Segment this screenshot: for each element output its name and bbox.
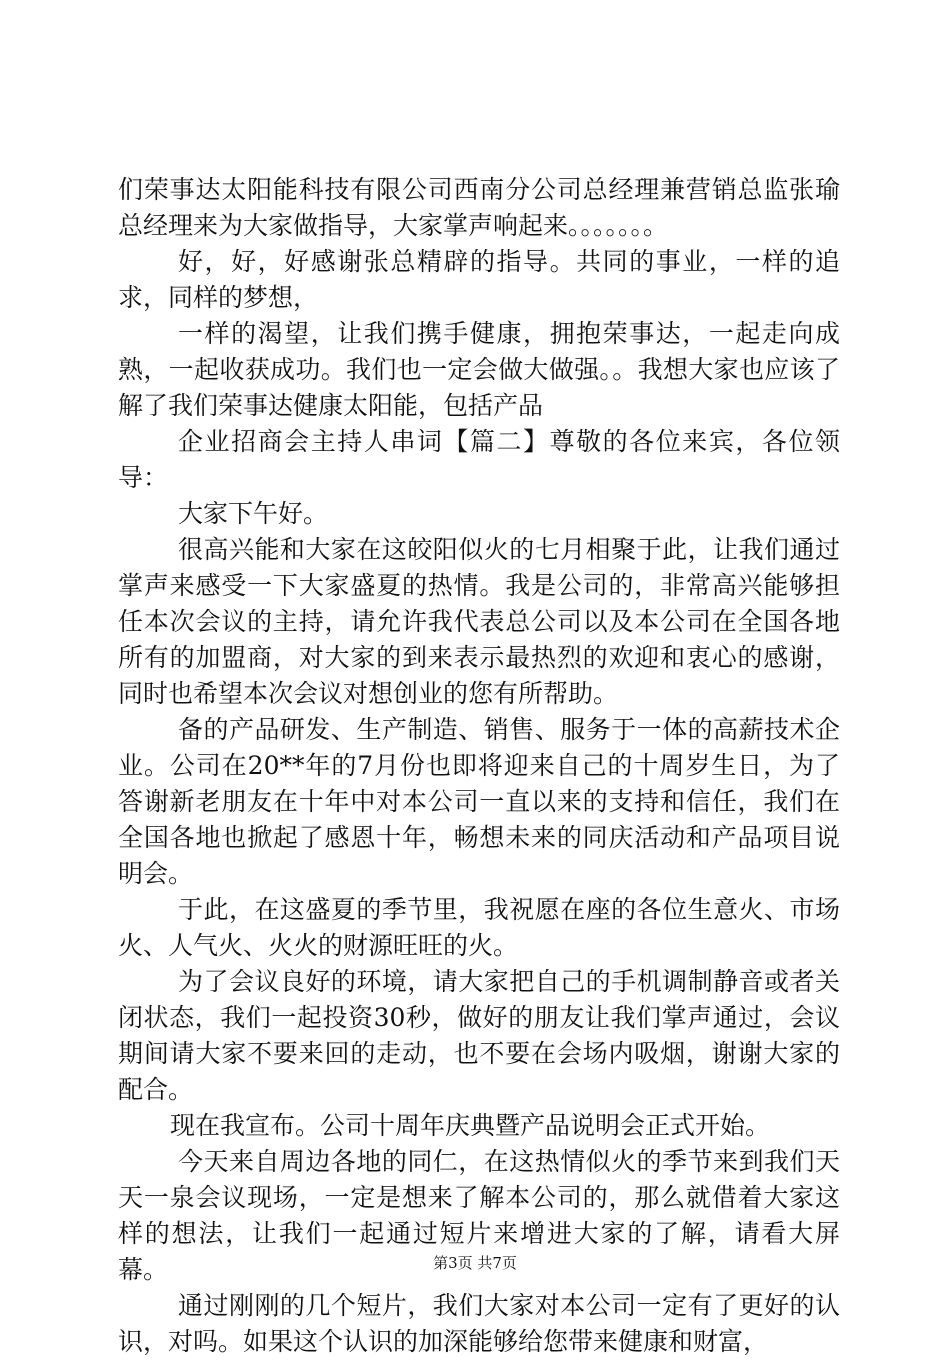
paragraph-4: 企业招商会主持人串词【篇二】尊敬的各位来宾，各位领导：	[118, 427, 840, 492]
page-number-footer: 第3页 共7页	[433, 1254, 517, 1272]
paragraph-1: 们荣事达太阳能科技有限公司西南分公司总经理兼营销总监张瑜总经理来为大家做指导，大家掌声响起来。。。。。。。	[118, 175, 840, 240]
paragraph-3: 一样的渴望，让我们携手健康，拥抱荣事达，一起走向成熟，一起收获成功。我们也一定会做大做强。。我想大家也应该了解了我们荣事达健康太阳能，包括产品	[118, 319, 840, 420]
paragraph-11: 今天来自周边各地的同仁，在这热情似火的季节来到我们天天一泉会议现场，一定是想来了解本公司的，那么就借着大家这样的想法，让我们一起通过短片来增进大家的了解，请看大屏幕。	[118, 1147, 840, 1284]
paragraph-5: 大家下午好。	[178, 499, 329, 528]
paragraph-10: 现在我宣布。公司十周年庆典暨产品说明会正式开始。	[170, 1111, 771, 1140]
paragraph-9: 为了会议良好的环境，请大家把自己的手机调制静音或者关闭状态，我们一起投资30秒，做好的朋友让我们掌声通过，会议期间请大家不要来回的走动，也不要在会场内吸烟，谢谢大家的配合。	[118, 967, 840, 1104]
paragraph-12: 通过刚刚的几个短片，我们大家对本公司一定有了更好的认识，对吗。如果这个认识的加深能够给您带来健康和财富，	[118, 1291, 840, 1356]
paragraph-6: 很高兴能和大家在这皎阳似火的七月相聚于此，让我们通过掌声来感受一下大家盛夏的热情。我是公司的，非常高兴能够担任本次会议的主持，请允许我代表总公司以及本公司在全国各地所有的加盟商，对大家的到来表示最热烈的欢迎和衷心的感谢，同时也希望本次会议对想创业的您有所帮助。	[118, 535, 840, 708]
paragraph-7: 备的产品研发、生产制造、销售、服务于一体的高薪技术企业。公司在20**年的7月份也即将迎来自己的十周岁生日，为了答谢新老朋友在十年中对本公司一直以来的支持和信任，我们在全国各地也掀起了感恩十年，畅想未来的同庆活动和产品项目说明会。	[118, 715, 840, 888]
paragraph-2: 好，好，好感谢张总精辟的指导。共同的事业，一样的追求，同样的梦想，	[118, 247, 840, 312]
paragraph-8: 于此，在这盛夏的季节里，我祝愿在座的各位生意火、市场火、人气火、火火的财源旺旺的火。	[118, 895, 840, 960]
document-body	[118, 172, 840, 1360]
